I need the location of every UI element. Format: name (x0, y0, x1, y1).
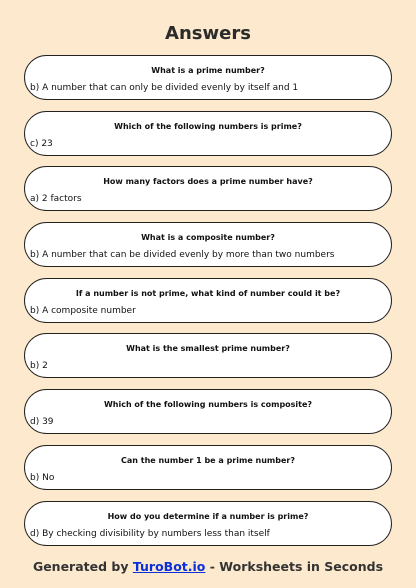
answer-card-8 (24, 445, 392, 490)
answer-card-1 (24, 55, 392, 100)
question-text: If a number is not prime, what kind of number could it be? (75, 288, 341, 298)
question-text: What is a composite number? (141, 233, 275, 243)
answer-text: b) A number that can only be divided evenly by itself and 1 (30, 83, 299, 93)
answer-card-5 (24, 278, 392, 323)
turobot-link[interactable]: TuroBot.io (132, 559, 206, 574)
answer-text: d) 39 (30, 417, 54, 428)
question-text: Which of the following numbers is composite? (103, 400, 313, 410)
answer-card-4 (24, 222, 392, 267)
answer-card-6 (24, 333, 392, 378)
question-text: Can the number 1 be a prime number? (121, 455, 295, 465)
question-text: How many factors does a prime number have? (103, 177, 313, 187)
answer-card-7 (24, 389, 392, 434)
question-text: Which of the following numbers is prime? (114, 121, 302, 131)
answer-text: c) 23 (30, 138, 53, 149)
answer-text: d) By checking divisibility by numbers less than itself (30, 528, 270, 539)
answer-text: a) 2 factors (30, 194, 82, 205)
answer-card-3 (24, 166, 392, 211)
answer-text: b) A number that can be divided evenly by more than two numbers (30, 250, 335, 261)
answer-text: b) 2 (30, 361, 48, 372)
footer-suffix: - Worksheets in Seconds (205, 559, 384, 574)
question-text: How do you determine if a number is prime? (107, 511, 309, 521)
question-text: What is a prime number? (151, 66, 265, 75)
page-title: Answers (165, 23, 251, 44)
answer-text: b) No (30, 472, 55, 483)
answer-text: b) A composite number (30, 305, 136, 316)
question-text: What is the smallest prime number? (126, 344, 290, 354)
answer-card-9 (24, 501, 392, 546)
answer-card-2 (24, 111, 392, 156)
answer-list (24, 55, 392, 556)
footer (0, 559, 416, 575)
footer-prefix: Generated by (32, 559, 133, 574)
